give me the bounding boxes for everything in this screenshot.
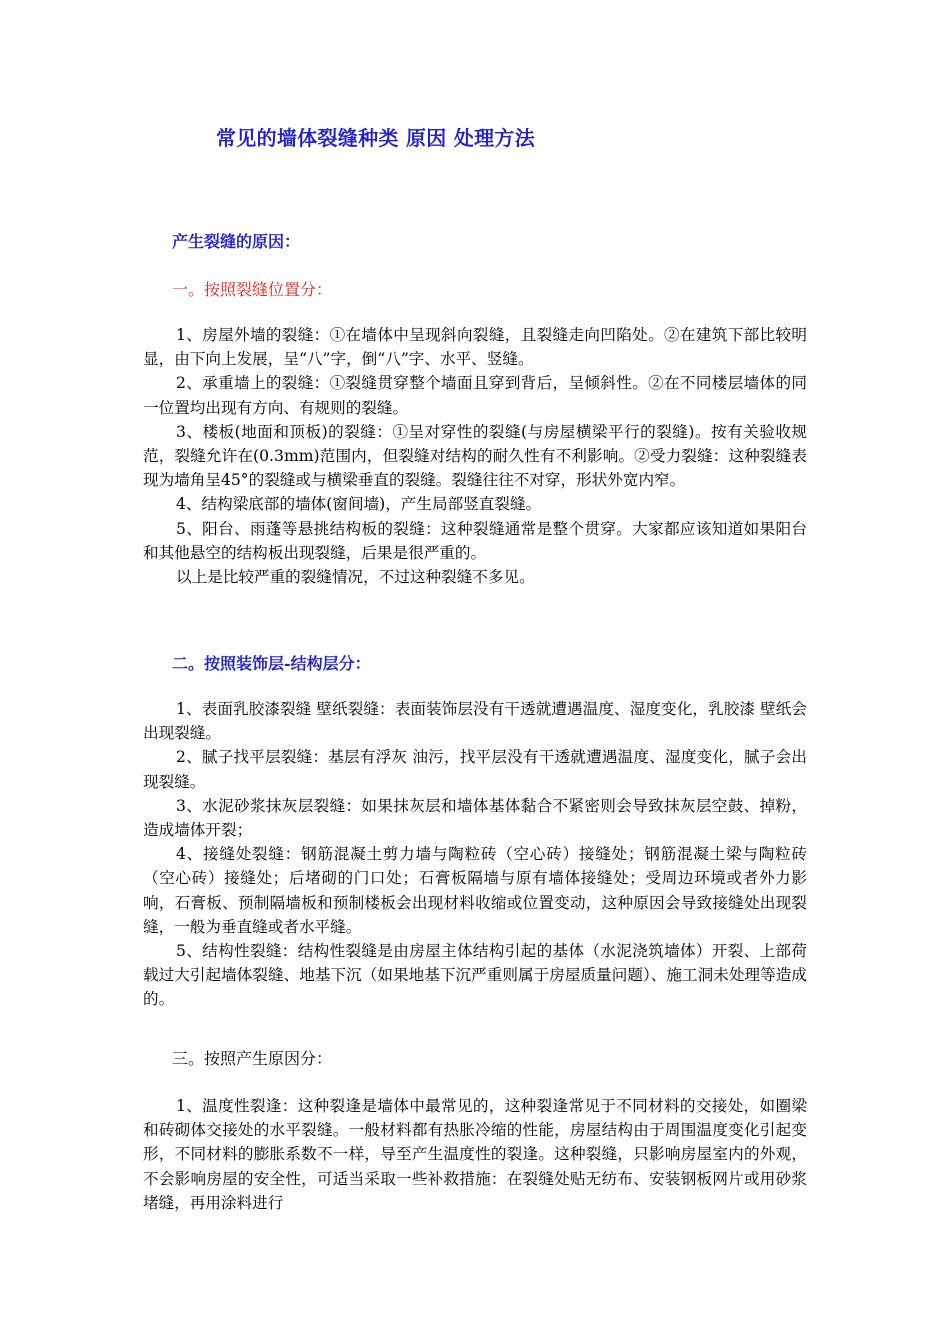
section-body-origin [143,1094,807,1215]
cause-heading: 产生裂缝的原因： [172,232,301,251]
document-title: 常见的墙体裂缝种类 原因 处理方法 [216,126,536,150]
paragraph: 4、接缝处裂缝：钢筋混凝土剪力墙与陶粒砖（空心砖）接缝处；钢筋混凝土梁与陶粒砖（空心砖）接缝处；后堵砌的门口处；石膏板隔墙与原有墙体接缝处；受周边环境或者外力影响，石膏板、预制隔墙板和预制楼板会出现材料收缩或位置变动，这种原因会导致接缝处出现裂缝，一般为垂直缝或者水平缝。 [143,845,807,936]
paragraph: 5、阳台、雨蓬等悬挑结构板的裂缝：这种裂缝通常是整个贯穿。大家都应该知道如果阳台和其他悬空的结构板出现裂缝，后果是很严重的。 [143,519,807,562]
paragraph: 3、楼板(地面和顶板)的裂缝：①呈对穿性的裂缝(与房屋横梁平行的裂缝)。按有关验收规范，裂缝允许在(0.3mm)范围内，但裂缝对结构的耐久性有不利影响。②受力裂缝：这种裂缝表现为墙角呈45°的裂缝或与横梁垂直的裂缝。裂缝往往不对穿，形状外宽内窄。 [143,422,807,490]
paragraph: 以上是比较严重的裂缝情况，不过这种裂缝不多见。 [176,568,535,587]
paragraph: 5、结构性裂缝：结构性裂缝是由房屋主体结构引起的基体（水泥浇筑墙体）开裂、上部荷载过大引起墙体裂缝、地基下沉（如果地基下沉严重则属于房屋质量问题）、施工洞未处理等造成的。 [143,942,807,1009]
paragraph: 1、表面乳胶漆裂缝 壁纸裂缝：表面装饰层没有干透就遭遇温度、湿度变化，乳胶漆 壁纸会出现裂缝。 [143,700,807,743]
section-heading-layer: 二。按照装饰层-结构层分： [172,654,371,673]
paragraph: 4、结构梁底部的墙体(窗间墙)，产生局部竖直裂缝。 [176,495,542,514]
section-heading-origin: 三。按照产生原因分： [172,1049,333,1068]
section-heading-position: 一。按照裂缝位置分： [172,280,333,299]
paragraph: 3、水泥砂浆抹灰层裂缝：如果抹灰层和墙体基体黏合不紧密则会导致抹灰层空鼓、掉粉，造成墙体开裂； [143,796,807,840]
paragraph: 1、温度性裂逢：这种裂逢是墙体中最常见的，这种裂逢常见于不同材料的交接处，如圈梁和砖砌体交接处的水平裂缝。一般材料都有热胀冷缩的性能，房屋结构由于周围温度变化引起变形，不同材料的膨胀系数不一样，导至产生温度性的裂逢。这种裂缝，只影响房屋室内的外观，不会影响房屋的安全性，可适当采取一些补救措施：在裂缝处贴无纺布、安装钢板网片或用砂浆堵缝，再用涂料进行 [143,1097,807,1212]
paragraph: 2、承重墙上的裂缝：①裂缝贯穿整个墙面且穿到背后，呈倾斜性。②在不同楼层墙体的同一位置均出现有方向、有规则的裂缝。 [143,374,807,417]
paragraph: 1、房屋外墙的裂缝：①在墙体中呈现斜向裂缝，且裂缝走向凹陷处。②在建筑下部比较明显，由下向上发展，呈“八”字，倒“八”字、水平、竖缝。 [143,326,807,369]
section-body-layer [143,697,807,1012]
paragraph: 2、腻子找平层裂缝：基层有浮灰 油污，找平层没有干透就遭遇温度、湿度变化，腻子会出现裂缝。 [143,748,807,791]
section-body-position [143,323,807,589]
